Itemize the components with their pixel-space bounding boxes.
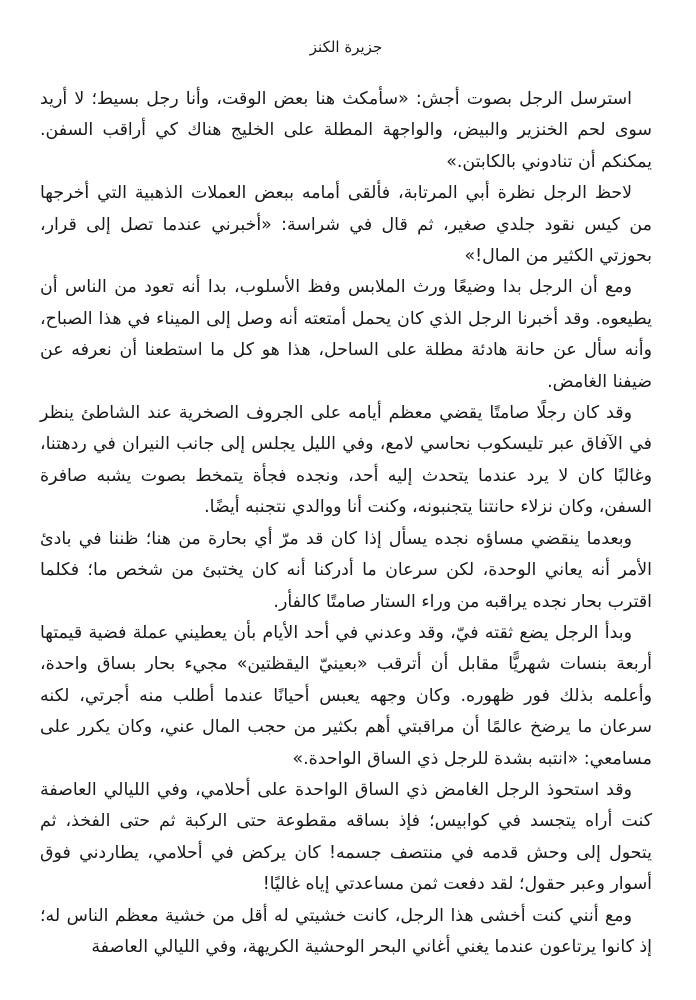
paragraph: استرسل الرجل بصوت أجش: «سأمكث هنا بعض الوقت، وأنا رجل بسيط؛ لا أريد سوى لحم الخنزير والبيض، والواجهة المطلة على الخليج هناك كي أراقب السفن. يمكنكم أن تنادوني بالكابتن.» <box>40 89 652 172</box>
paragraph: وبعدما ينقضي مساؤه نجده يسأل إذا كان قد مرّ أي بحارة من هنا؛ ظننا في بادئ الأمر أنه يعاني الوحدة، لكن سرعان ما أدركنا أنه كان يختبئ من شخص ما؛ فكلما اقترب بحار نجده يراقبه من وراء الستار صامتًا كالفأر. <box>40 528 652 612</box>
running-title: جزيرة الكنز <box>309 38 383 56</box>
paragraph: وقد استحوذ الرجل الغامض ذي الساق الواحدة على أحلامي، وفي الليالي العاصفة كنت أراه يتجسد في كوابيس؛ فإذ بساقه مقطوعة حتى الركبة ثم حتى الفخذ، ثم يتحول إلى وحش قدمه في منتصف جسمه! كان يركض في أحلامي، يطاردني فوق أسوار وعبر حقول؛ لقد دفعت ثمن مساعدتي إياه غاليًا! <box>40 779 652 895</box>
paragraph: لاحظ الرجل نظرة أبي المرتابة، فألقى أمامه ببعض العملات الذهبية التي أخرجها من كيس نقود جلدي صغير، ثم قال في شراسة: «أخبرني عندما تصل إلى قرار، بحوزتي الكثير من المال!» <box>40 183 652 267</box>
paragraph: ومع أن الرجل بدا وضيعًا ورث الملابس وفظ الأسلوب، بدا أنه تعود من الناس أن يطيعوه. وقد أخبرنا الرجل الذي كان يحمل أمتعته أنه وصل إلى الميناء في هذا الصباح، وأنه سأل عن حانة هادئة مطلة على الساحل، هذا هو كل ما استطعنا أن نعرفه عن ضيفنا الغامض. <box>40 277 652 392</box>
paragraph: وقد كان رجلًا صامتًا يقضي معظم أيامه على الجروف الصخرية عند الشاطئ ينظر في الآفاق عبر تليسكوب نحاسي لامع، وفي الليل يجلس إلى جانب النيران في ردهتنا، وغالبًا كان لا يرد عندما يتحدث إليه أحد، ونجده فجأة يتمخط بصوت يشبه صافرة السفن، وكان نزلاء حانتنا يتجنبونه، وكنت أنا ووالدي نتجنبه أيضًا. <box>40 403 652 518</box>
paragraph: ومع أنني كنت أخشى هذا الرجل، كانت خشيتي له أقل من خشية معظم الناس له؛ إذ كانوا يرتاعون عندما يغني أغاني البحر الوحشية الكريهة، وفي الليالي العاصفة <box>40 905 652 957</box>
page-body <box>40 84 652 963</box>
paragraph: وبدأ الرجل يضع ثقته فيّ، وقد وعدني في أحد الأيام بأن يعطيني عملة فضية قيمتها أربعة بنسات شهريًّا مقابل أن أترقب «بعينيّ اليقظتين» مجيء بحار بساق واحدة، وأعلمه بذلك فور ظهوره. وكان وجهه يعبس أحيانًا عندما أطلب منه أجرتي، لكنه سرعان ما يرضخ عالمًا أن مراقبتي أهم بكثير من حجب المال عني، وكان يكرر على مسامعي: «انتبه بشدة للرجل ذي الساق الواحدة.» <box>40 622 652 769</box>
